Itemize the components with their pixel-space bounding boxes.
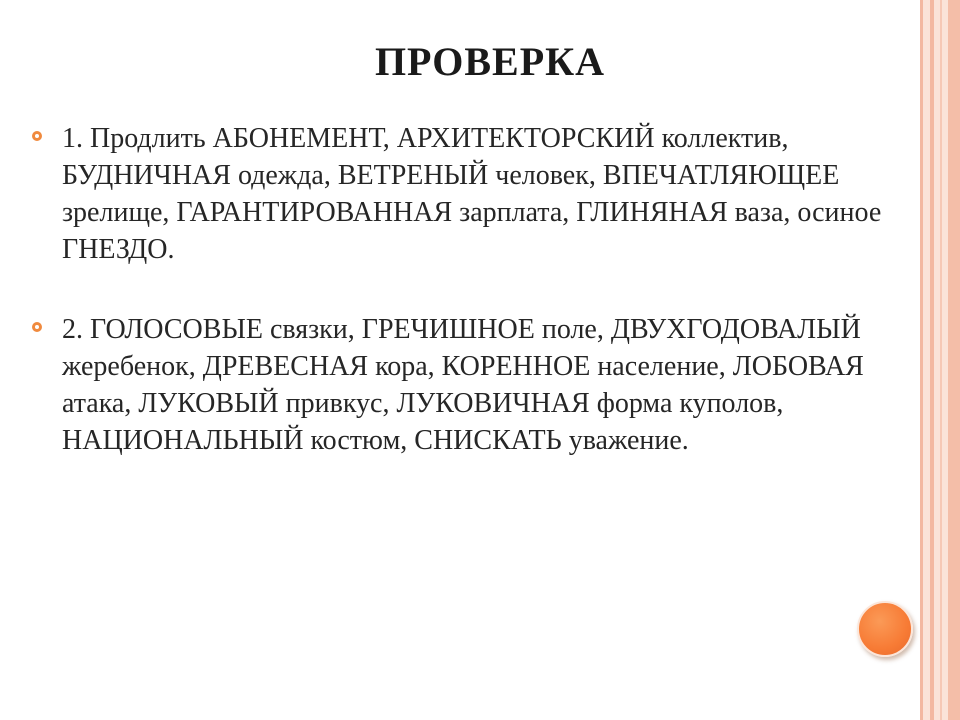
slide-title: ПРОВЕРКА — [374, 39, 606, 84]
decorative-stripe — [930, 0, 934, 720]
ring-bullet-icon — [32, 322, 42, 332]
bullet-text: 2. ГОЛОСОВЫЕ связки, ГРЕЧИШНОЕ поле, ДВУХГОДОВАЛЫЙ жеребенок, ДРЕВЕСНАЯ кора, КОРЕННОЕ население, ЛОБОВАЯ атака, ЛУКОВЫЙ привкус, ЛУКОВИЧНАЯ форма куполов, НАЦИОНАЛЬНЫЙ костюм, СНИСКАТЬ уважение. — [62, 314, 864, 456]
decorative-circle — [857, 601, 913, 657]
bullet-item — [32, 311, 892, 459]
slide-content — [32, 120, 892, 502]
ring-bullet-icon — [32, 131, 42, 141]
decorative-stripe — [948, 0, 960, 720]
bullet-item — [32, 120, 892, 268]
decorative-stripe — [940, 0, 942, 720]
decorative-stripe — [920, 0, 923, 720]
bullet-text: 1. Продлить АБОНЕМЕНТ, АРХИТЕКТОРСКИЙ коллектив, БУДНИЧНАЯ одежда, ВЕТРЕНЫЙ человек, ВПЕЧАТЛЯЮЩЕЕ зрелище, ГАРАНТИРОВАННАЯ зарплата, ГЛИНЯНАЯ ваза, осиное ГНЕЗДО. — [62, 123, 882, 265]
